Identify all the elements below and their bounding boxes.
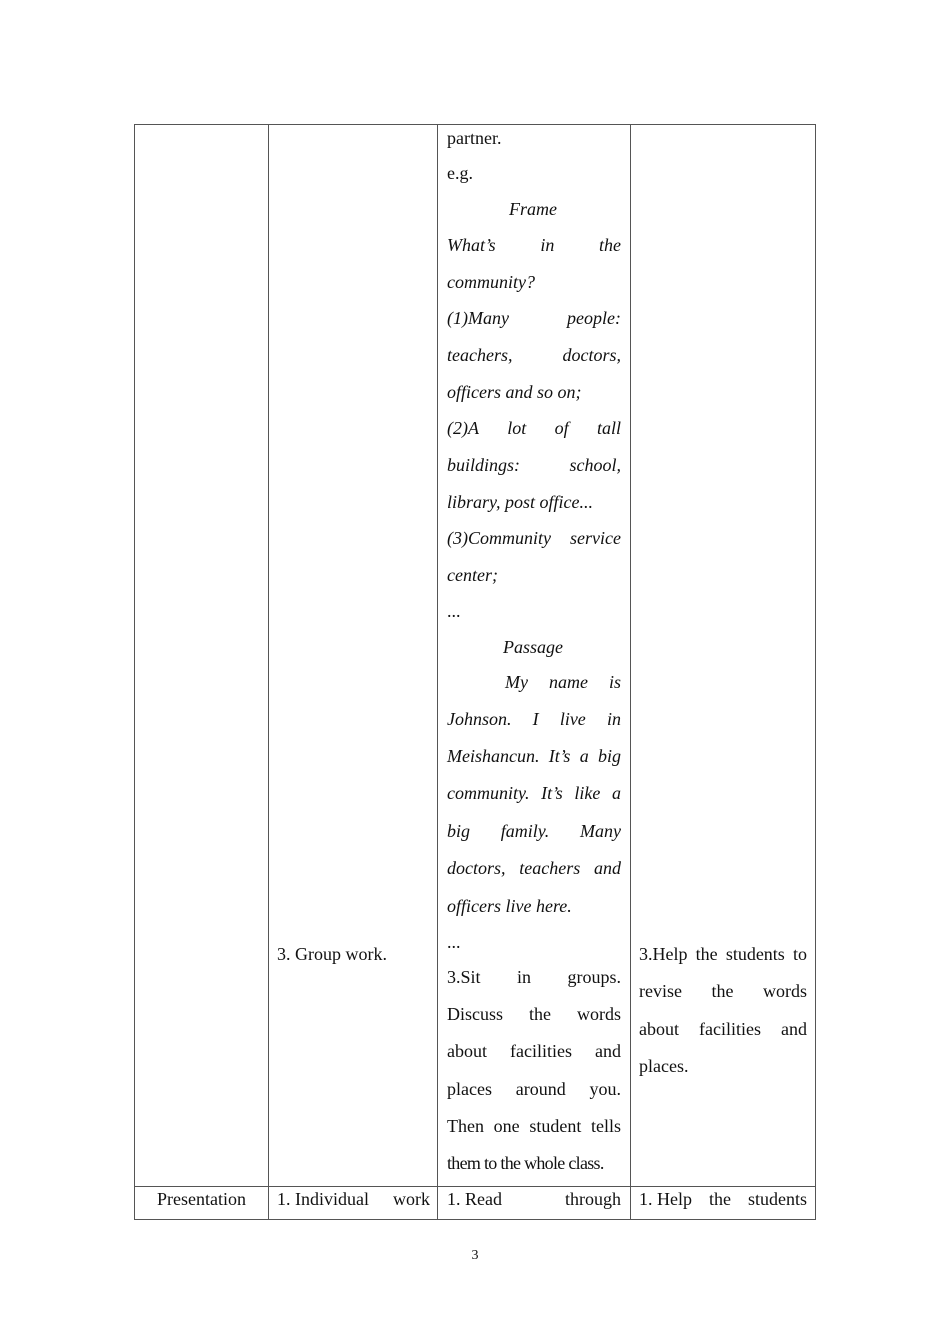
purpose-word: students (747, 1189, 807, 1209)
activity-word: the (529, 1004, 551, 1024)
purpose-word: words (762, 981, 807, 1001)
activity-line (447, 709, 621, 729)
activity-word: It’s (548, 746, 571, 766)
column-divider (268, 125, 269, 1219)
activity-line (447, 128, 501, 148)
activity-word: name (548, 672, 588, 692)
activity-word: in (606, 709, 621, 729)
column-divider (630, 125, 631, 1219)
activity-word: in (540, 235, 555, 255)
purpose-word: 1. Help (639, 1189, 692, 1209)
purpose-line (639, 944, 807, 964)
purpose-word: about (639, 1019, 679, 1039)
activity-line (447, 1041, 621, 1061)
activity-word: a (612, 783, 621, 803)
activity-line (447, 1116, 621, 1136)
activity-line (447, 1079, 621, 1099)
activity-word: live (559, 709, 586, 729)
activity-word: big (597, 746, 621, 766)
activity-line (503, 637, 563, 657)
activity-word: service (570, 528, 621, 548)
purpose-line (639, 1056, 688, 1076)
activity-word: Discuss (447, 1004, 504, 1024)
activity-word: 3.Sit (447, 967, 481, 987)
column-divider (437, 125, 438, 1219)
activity-line (447, 382, 582, 402)
activity-word: It’s (541, 783, 563, 803)
purpose-line (639, 1019, 807, 1039)
activity-word: family. (500, 821, 550, 841)
purpose-word: the (708, 1189, 731, 1209)
activity-word: teachers (519, 858, 581, 878)
activity-word: is (608, 672, 621, 692)
purpose-word: 3.Help (639, 944, 688, 964)
purpose-word: the (711, 981, 734, 1001)
activity-word: community? (447, 272, 535, 292)
mode-cell-text: 3. Group work. (277, 944, 387, 964)
activity-word: library, post office... (447, 492, 593, 512)
activity-word: Meishancun. (447, 746, 540, 766)
activity-word: words (576, 1004, 621, 1024)
activity-word: doctors, (447, 858, 506, 878)
purpose-help-students (639, 1189, 807, 1209)
activity-word: I (532, 709, 539, 729)
activity-line (447, 492, 593, 512)
activity-word: through (565, 1189, 621, 1209)
activity-line (447, 1153, 604, 1173)
activity-word: groups. (567, 967, 621, 987)
activity-word: big (447, 821, 471, 841)
activity-word: school, (569, 455, 621, 475)
activity-word: tall (596, 418, 621, 438)
activity-line (447, 967, 621, 987)
activity-word: them to the whole class. (447, 1153, 604, 1173)
activity-word: a (579, 746, 589, 766)
activity-word: and (594, 1041, 621, 1061)
activity-word: student (529, 1116, 582, 1136)
activity-line (447, 235, 621, 255)
mode-individual-work (277, 1189, 430, 1209)
activity-word: teachers, (447, 345, 513, 365)
activity-word: people: (567, 308, 621, 328)
activity-word: buildings: (447, 455, 521, 475)
activity-word: places (447, 1079, 492, 1099)
page-number: 3 (471, 1248, 479, 1263)
activity-word: What’s (447, 235, 496, 255)
activity-line (447, 601, 461, 621)
activity-word: and (593, 858, 621, 878)
activity-word: center; (447, 565, 498, 585)
activity-word: ... (447, 932, 461, 952)
activity-line (447, 565, 498, 585)
activity-word: of (554, 418, 569, 438)
purpose-word: facilities (699, 1019, 761, 1039)
activity-line (447, 858, 621, 878)
activity-word: around (515, 1079, 566, 1099)
activity-word: officers and so on; (447, 382, 582, 402)
activity-line (447, 746, 621, 766)
activity-word: one (493, 1116, 520, 1136)
purpose-word: and (780, 1019, 807, 1039)
activity-word: Johnson. (447, 709, 512, 729)
activity-line (447, 308, 621, 328)
activity-word: tells (591, 1116, 621, 1136)
purpose-word: places. (639, 1056, 689, 1076)
activity-word: the (598, 235, 621, 255)
activity-line (447, 821, 621, 841)
activity-word: lot (507, 418, 527, 438)
activity-word: Passage (503, 637, 563, 657)
activity-word: Then (447, 1116, 484, 1136)
purpose-line (639, 981, 807, 1001)
purpose-word: students (725, 944, 785, 964)
activity-word: about (447, 1041, 487, 1061)
activity-line (447, 896, 572, 916)
activity-word: e.g. (447, 163, 473, 183)
activity-line (447, 272, 535, 292)
activity-line (447, 418, 621, 438)
activity-line (447, 345, 621, 365)
activity-word: facilities (510, 1041, 572, 1061)
activity-word: (3)Community (447, 528, 551, 548)
activity-word: My (505, 672, 528, 692)
stage-presentation: Presentation (157, 1189, 246, 1209)
mode-word: work (393, 1189, 430, 1209)
activity-line (447, 528, 621, 548)
purpose-word: to (792, 944, 807, 964)
activity-line (447, 1004, 621, 1024)
activity-word: (1)Many (447, 308, 509, 328)
activity-read-through (447, 1189, 621, 1209)
row-divider (135, 1186, 815, 1187)
activity-word: ... (447, 601, 461, 621)
activity-word: in (517, 967, 532, 987)
activity-line (447, 783, 621, 803)
activity-line (505, 672, 621, 692)
mode-word: 1. Individual (277, 1189, 369, 1209)
activity-word: partner. (447, 128, 502, 148)
activity-word: doctors, (562, 345, 621, 365)
activity-word: Frame (509, 199, 557, 219)
purpose-word: revise (639, 981, 682, 1001)
lesson-plan-table (134, 124, 816, 1220)
activity-word: like (574, 783, 601, 803)
activity-word: 1. Read (447, 1189, 502, 1209)
activity-line (447, 163, 473, 183)
activity-line (509, 199, 557, 219)
activity-word: officers live here. (447, 896, 572, 916)
activity-line (447, 455, 621, 475)
activity-word: Many (580, 821, 621, 841)
activity-word: (2)A (447, 418, 479, 438)
purpose-word: the (695, 944, 718, 964)
activity-line (447, 932, 461, 952)
activity-word: community. (447, 783, 530, 803)
activity-word: you. (589, 1079, 621, 1099)
